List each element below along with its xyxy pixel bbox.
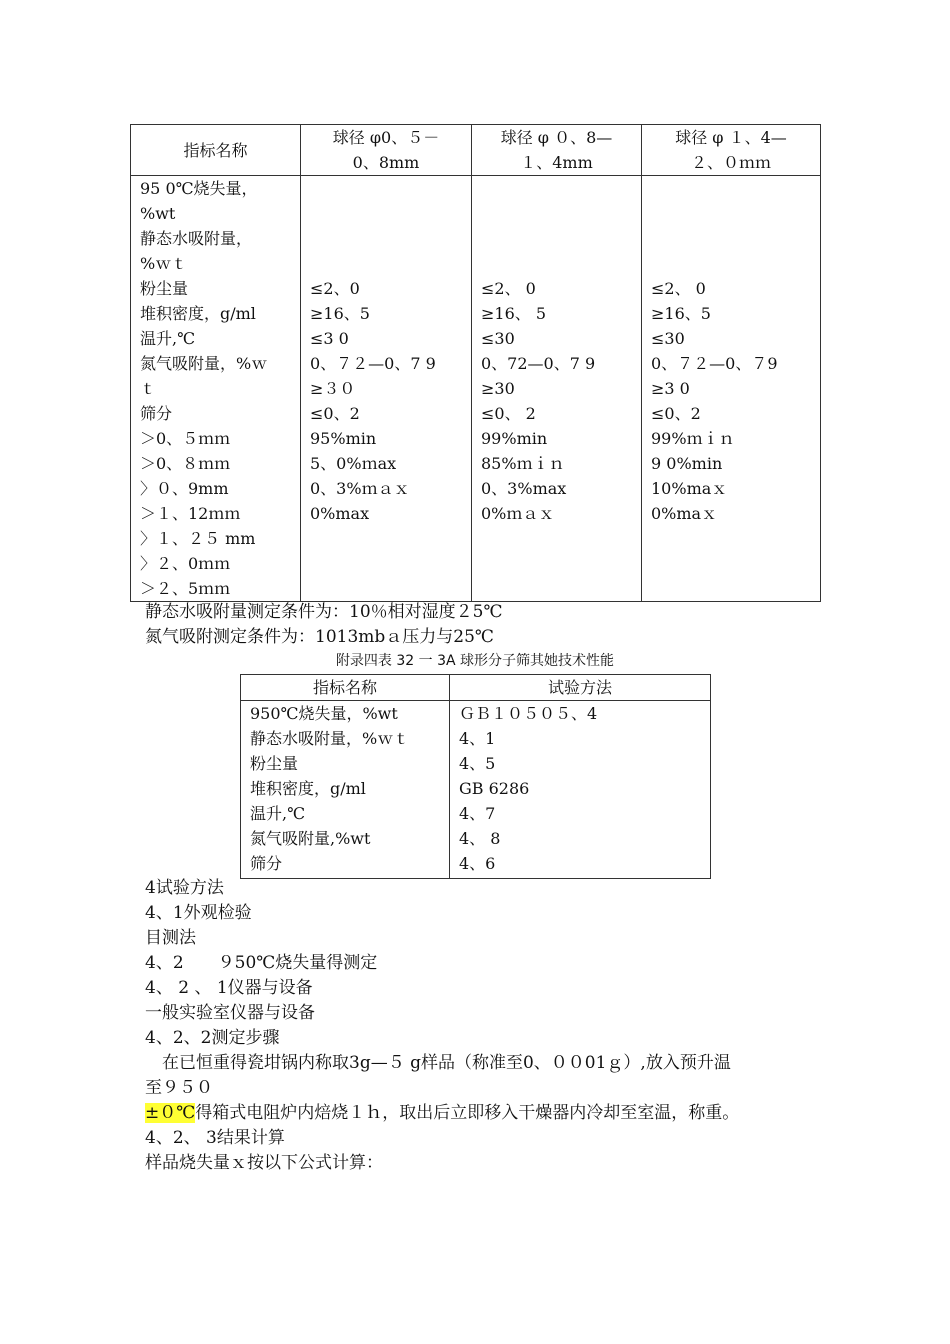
indicator-list xyxy=(241,701,450,879)
paragraph-procedure-2: 至９５０ xyxy=(145,1078,213,1098)
test-method-header-row xyxy=(241,675,711,701)
section-heading-visual-inspection: 4、1外观检验 xyxy=(145,903,252,923)
cell-line: ≤0、2 xyxy=(651,404,701,423)
cell-line: ≥30 xyxy=(481,379,515,398)
cell-line: ＞0、５ｍｍ xyxy=(140,429,231,448)
cell-line: 0%ｍａｘ xyxy=(481,504,555,523)
cell-line: ≥16、5 xyxy=(651,304,711,323)
cell-line: 4、6 xyxy=(459,854,496,873)
cell-line: 〉０、9mm xyxy=(140,479,229,498)
header-indicator-name: 指标名称 xyxy=(131,125,301,176)
spec-table-header-row xyxy=(131,125,821,176)
cell-line: 〉１、２５ mm xyxy=(140,529,256,548)
cell-line: 85%ｍｉｎ xyxy=(481,454,565,473)
cell-line: ≤0、2 xyxy=(310,404,360,423)
cell-line: 99%ｍｉｎ xyxy=(651,429,735,448)
cell-line: 4、 8 xyxy=(459,829,501,848)
indicator-name-list xyxy=(131,176,301,602)
cell-line: 粉尘量 xyxy=(140,279,189,298)
cell-line: 9 0%min xyxy=(651,454,723,473)
section-heading-test-methods: 4试验方法 xyxy=(145,878,224,898)
cell-line: 〉２、0ｍｍ xyxy=(140,554,231,573)
cell-line: ≥16、 5 xyxy=(481,304,547,323)
paragraph-procedure-1: 在已恒重得瓷坩锅内称取3g—５ g样品（称准至0、００01ｇ）,放入预升温 xyxy=(145,1053,731,1073)
header-indicator: 指标名称 xyxy=(241,675,450,701)
header-size-1 xyxy=(301,125,472,176)
cell-line: 4、1 xyxy=(459,729,496,748)
cell-line: ｔ xyxy=(140,379,157,398)
section-heading-instruments: 4、 2 、 1仪器与设备 xyxy=(145,978,313,998)
test-method-body-row xyxy=(241,701,711,879)
cell-line: 0、3%max xyxy=(481,479,567,498)
header-line: 球径 φ ０、8— xyxy=(500,128,613,147)
cell-line: ≤3 0 xyxy=(310,329,349,348)
cell-line: ≤30 xyxy=(481,329,515,348)
spec-table-body-row xyxy=(131,176,821,602)
table-caption: 附录四表 32 一 3A 球形分子筛其她技术性能 xyxy=(335,653,615,669)
cell-line: %ｗｔ xyxy=(140,254,188,273)
cell-line: ＞２、5ｍｍ xyxy=(140,579,231,598)
cell-line: 筛分 xyxy=(250,854,283,873)
spec-table xyxy=(130,124,821,602)
paragraph-instruments: 一般实验室仪器与设备 xyxy=(145,1003,315,1023)
cell-line: %wt xyxy=(140,204,176,223)
cell-line: 筛分 xyxy=(140,404,173,423)
cell-line: ≤2、 0 xyxy=(651,279,706,298)
cell-line: 0、72—0、7 9 xyxy=(481,354,596,373)
cell-line: ≤2、 0 xyxy=(481,279,536,298)
cell-line: 99%min xyxy=(481,429,548,448)
cell-line: ＞0、８ｍｍ xyxy=(140,454,231,473)
cell-line: 0、７２—0、７9 xyxy=(651,354,778,373)
cell-line: GB 6286 xyxy=(459,779,530,798)
cell-line: 0%max xyxy=(310,504,370,523)
cell-line: 95%min xyxy=(310,429,377,448)
cell-line: 950℃烧失量，%wt xyxy=(250,704,398,723)
test-method-table xyxy=(240,674,711,879)
cell-line: 温升,℃ xyxy=(250,804,305,823)
cell-line: 5、0%ｍax xyxy=(310,454,397,473)
cell-line: 4、5 xyxy=(459,754,496,773)
header-line: 球径 φ １、4— xyxy=(675,128,787,147)
cell-line: 静态水吸附量，%ｗｔ xyxy=(250,729,410,748)
section-heading-procedure: 4、2、2测定步骤 xyxy=(145,1028,280,1048)
spec-values-size-3 xyxy=(642,176,821,602)
cell-line: 温升,℃ xyxy=(140,329,195,348)
cell-line: ≥3 0 xyxy=(651,379,690,398)
section-heading-calculation: 4、2、 3结果计算 xyxy=(145,1128,285,1148)
header-size-3 xyxy=(642,125,821,176)
paragraph-procedure-3 xyxy=(145,1101,739,1126)
cell-line: 静态水吸附量， xyxy=(140,229,253,248)
header-line: ２、０ｍｍ xyxy=(690,153,771,172)
header-line: 球径 φ0、５－ xyxy=(332,128,440,147)
cell-line: ≤2、0 xyxy=(310,279,360,298)
cell-line: 0、3%ｍａｘ xyxy=(310,479,410,498)
cell-line: 粉尘量 xyxy=(250,754,299,773)
note-water-adsorption: 静态水吸附量测定条件为：10％相对湿度２5℃ xyxy=(145,602,503,622)
cell-line: 95 0℃烧失量， xyxy=(140,179,258,198)
cell-line: 氮气吸附量,%wt xyxy=(250,829,371,848)
cell-line: 4、7 xyxy=(459,804,496,823)
highlighted-tolerance: ±０℃ xyxy=(145,1103,196,1123)
header-test-method: 试验方法 xyxy=(450,675,711,701)
header-size-2 xyxy=(472,125,642,176)
procedure-rest: 得箱式电阻炉内焙烧１ｈ，取出后立即移入干燥器内冷却至室温，称重。 xyxy=(195,1103,740,1123)
cell-line: ＧＢ１０５０５、4 xyxy=(459,704,598,723)
spec-values-size-2 xyxy=(472,176,642,602)
cell-line: 10%maｘ xyxy=(651,479,728,498)
paragraph-calculation: 样品烧失量ｘ按以下公式计算： xyxy=(145,1153,383,1173)
header-line: １、4mm xyxy=(520,153,593,172)
paragraph-visual-method: 目测法 xyxy=(145,928,196,948)
cell-line: 堆积密度，g/ml xyxy=(140,304,256,323)
method-list xyxy=(450,701,711,879)
cell-line: ≤0、 2 xyxy=(481,404,536,423)
cell-line: 0、７２—0、7 9 xyxy=(310,354,436,373)
note-nitrogen-adsorption: 氮气吸附测定条件为：1013mbａ压力与25℃ xyxy=(145,627,494,647)
cell-line: 0%maｘ xyxy=(651,504,718,523)
cell-line: ＞１、12ｍｍ xyxy=(140,504,241,523)
spec-values-size-1 xyxy=(301,176,472,602)
cell-line: 氮气吸附量，%ｗ xyxy=(140,354,268,373)
cell-line: ≥16、5 xyxy=(310,304,370,323)
section-heading-ignition-loss: 4、2 ９50℃烧失量得测定 xyxy=(145,953,378,973)
cell-line: ≤30 xyxy=(651,329,685,348)
cell-line: ≥３０ xyxy=(310,379,356,398)
cell-line: 堆积密度，g/ml xyxy=(250,779,366,798)
header-line: 0、8mm xyxy=(352,153,420,172)
